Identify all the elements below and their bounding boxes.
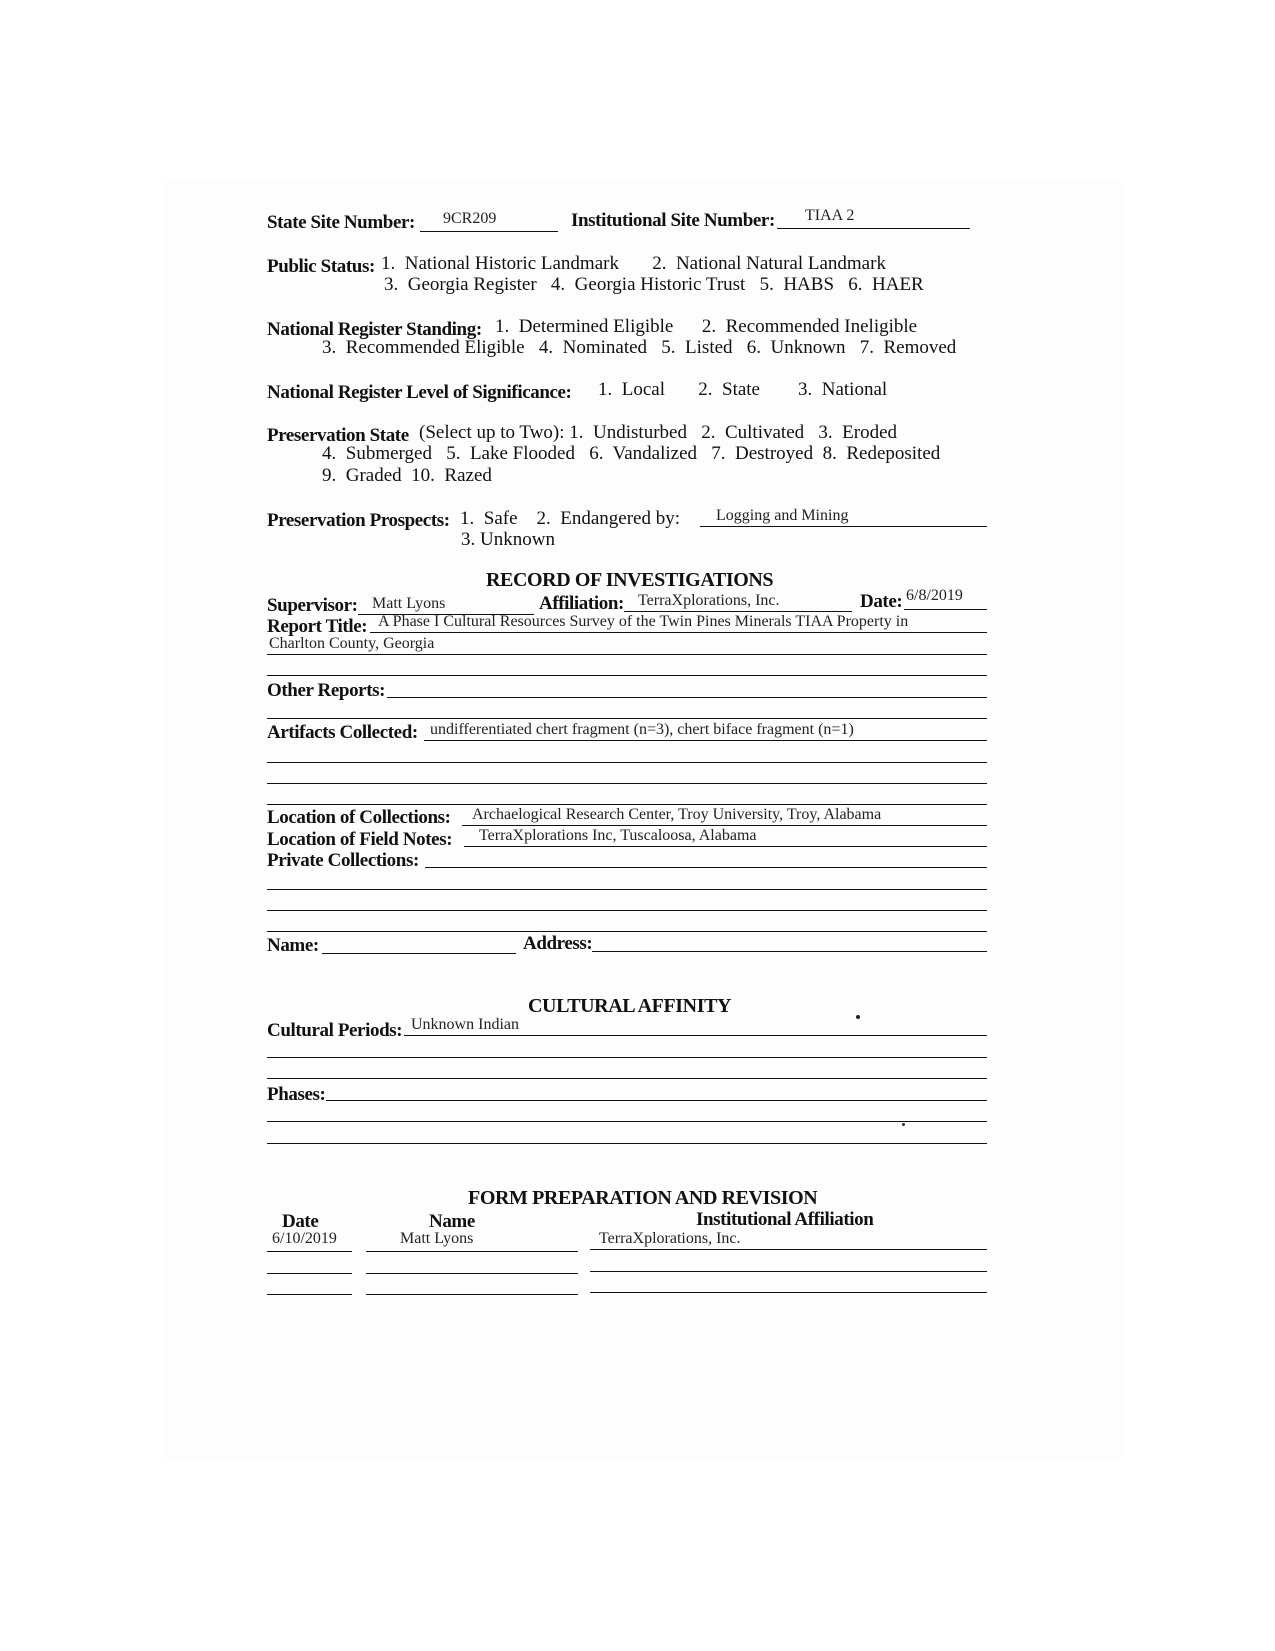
prep-row-name[interactable]: Matt Lyons [400,1230,474,1247]
form-preparation-heading: FORM PREPARATION AND REVISION [468,1187,818,1209]
preservation-prospects-label: Preservation Prospects: [267,510,450,531]
artifacts-collected-line4 [267,804,987,805]
report-title-line3 [267,675,987,676]
artifacts-collected-value[interactable]: undifferentiated chert fragment (n=3), chert biface fragment (n=1) [430,721,854,738]
other-reports-label: Other Reports: [267,680,386,701]
name-line [322,953,516,954]
endangered-by-line [700,526,987,527]
preservation-state-options-row3[interactable]: 9. Graded 10. Razed [322,465,492,486]
cultural-periods-line1 [404,1035,987,1036]
prep-affiliation-line2 [590,1271,987,1272]
other-reports-line2 [267,718,987,719]
column-date-header: Date [282,1211,319,1232]
date-line [904,609,987,610]
affiliation-line [624,611,852,612]
location-of-field-notes-label: Location of Field Notes: [267,829,453,850]
address-label: Address: [523,933,593,954]
prep-date-line2 [267,1273,352,1274]
state-site-number-value[interactable]: 9CR209 [443,210,497,227]
phases-line3 [267,1143,987,1144]
other-reports-line1 [387,697,987,698]
affiliation-value[interactable]: TerraXplorations, Inc. [638,592,780,609]
private-collections-label: Private Collections: [267,850,419,871]
date-label: Date: [860,591,903,612]
private-collections-line1 [425,867,987,868]
report-title-value-line2[interactable]: Charlton County, Georgia [269,635,435,652]
nr-level-label: National Register Level of Significance: [267,382,572,403]
preservation-prospects-options-row2[interactable]: 3. Unknown [461,529,555,550]
prep-row-affiliation[interactable]: TerraXplorations, Inc. [599,1230,741,1247]
state-site-number-line [420,231,558,232]
phases-label: Phases: [267,1084,326,1105]
prep-affiliation-line3 [590,1292,987,1293]
institutional-site-number-line [777,228,970,229]
cultural-periods-line3 [267,1078,987,1079]
location-of-collections-label: Location of Collections: [267,807,451,828]
date-value[interactable]: 6/8/2019 [906,587,963,604]
state-site-number-label: State Site Number: [267,212,415,233]
nr-standing-options-row1[interactable]: 1. Determined Eligible 2. Recommended Ineligible [495,316,918,337]
report-title-value-line1[interactable]: A Phase I Cultural Resources Survey of the Twin Pines Minerals TIAA Property in [378,613,909,630]
cultural-affinity-heading: CULTURAL AFFINITY [528,995,732,1017]
institutional-site-number-label: Institutional Site Number: [571,210,775,231]
cultural-periods-label: Cultural Periods: [267,1020,403,1041]
supervisor-label: Supervisor: [267,595,358,616]
location-of-collections-value[interactable]: Archaelogical Research Center, Troy University, Troy, Alabama [472,806,882,823]
name-label: Name: [267,935,319,956]
nr-standing-options-row2[interactable]: 3. Recommended Eligible 4. Nominated 5. Listed 6. Unknown 7. Removed [322,337,957,358]
institutional-site-number-value[interactable]: TIAA 2 [805,207,855,224]
report-title-label: Report Title: [267,616,368,637]
public-status-options-row2[interactable]: 3. Georgia Register 4. Georgia Historic Trust 5. HABS 6. HAER [384,274,924,295]
artifacts-collected-line2 [267,762,987,763]
private-collections-line2 [267,889,987,890]
private-collections-line4 [267,931,987,932]
cultural-periods-line2 [267,1057,987,1058]
location-of-field-notes-value[interactable]: TerraXplorations Inc, Tuscaloosa, Alabama [479,827,757,844]
preservation-state-options-row2[interactable]: 4. Submerged 5. Lake Flooded 6. Vandalized 7. Destroyed 8. Redeposited [322,443,941,464]
prep-name-line3 [366,1294,578,1295]
prep-date-line1 [267,1251,352,1252]
scan-speck [902,1123,905,1126]
affiliation-label: Affiliation: [539,593,624,614]
preservation-state-options-row1[interactable]: (Select up to Two): 1. Undisturbed 2. Cultivated 3. Eroded [419,422,897,443]
record-of-investigations-heading: RECORD OF INVESTIGATIONS [486,569,774,591]
report-title-line2 [267,654,987,655]
public-status-label: Public Status: [267,256,375,277]
column-name-header: Name [429,1211,475,1232]
prep-name-line1 [366,1251,578,1252]
artifacts-collected-label: Artifacts Collected: [267,722,418,743]
prep-row-date[interactable]: 6/10/2019 [272,1230,337,1247]
scan-speck [856,1015,860,1019]
public-status-options-row1[interactable]: 1. National Historic Landmark 2. National Natural Landmark [381,253,886,274]
address-line [592,951,987,952]
location-of-field-notes-line [464,846,987,847]
column-affiliation-header: Institutional Affiliation [696,1209,874,1230]
report-title-line1 [370,632,987,633]
nr-standing-label: National Register Standing: [267,319,482,340]
cultural-periods-value[interactable]: Unknown Indian [411,1016,519,1033]
preservation-state-label: Preservation State [267,425,409,446]
artifacts-collected-line3 [267,783,987,784]
prep-affiliation-line1 [590,1249,987,1250]
phases-line1 [326,1100,987,1101]
artifacts-collected-line1 [424,740,987,741]
private-collections-line3 [267,910,987,911]
nr-level-options[interactable]: 1. Local 2. State 3. National [598,379,888,400]
prep-name-line2 [366,1273,578,1274]
phases-line2 [267,1121,987,1122]
location-of-collections-line [462,825,987,826]
prep-date-line3 [267,1294,352,1295]
supervisor-value[interactable]: Matt Lyons [372,595,446,612]
preservation-prospects-options-row1[interactable]: 1. Safe 2. Endangered by: [460,508,681,529]
endangered-by-value[interactable]: Logging and Mining [716,507,849,524]
